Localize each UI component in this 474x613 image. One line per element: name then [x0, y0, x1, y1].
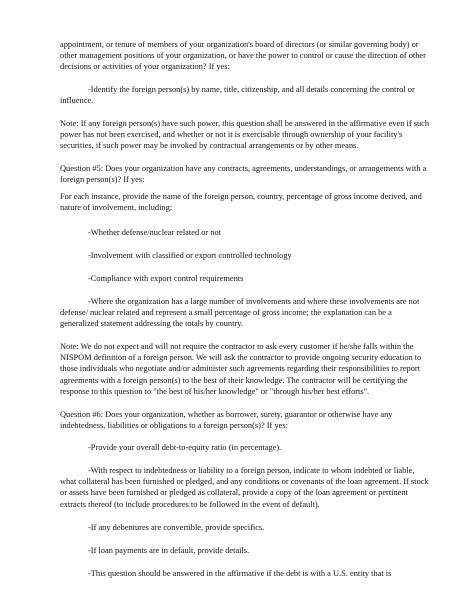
paragraph-question-5: Question #5: Does your organization have any contracts, agreements, understandings, or arrangements with a foreign person(s)? If yes: — [60, 164, 427, 185]
paragraph-identify-foreign-persons: -Identify the foreign person(s) by name, title, citizenship, and all details concerning the control or influence. — [60, 85, 415, 106]
paragraph-for-each-instance: For each instance, provide the name of the foreign person, country, percentage of gross income derived, and nature of involvement, including: — [60, 192, 422, 213]
list-item-loan-default: -If loan payments are in default, provide details. — [88, 546, 250, 555]
list-item-classified-technology: -Involvement with classified or export controlled technology — [88, 251, 292, 260]
paragraph-appointment-question-continued: appointment, or tenure of members of your organization's board of directors (or similar governing body) or other management positions of your organization, or have the power to control or cause the direction of other decisions or activities of your organization? If yes: — [60, 40, 426, 72]
paragraph-question-6: Question #6: Does your organization, whether as borrower, surety, guarantor or otherwise have any indebtedness, liabilities or obligations to a foreign person(s)? If yes: — [60, 410, 393, 431]
paragraph-large-number-involvements: -Where the organization has a large number of involvements and where these involvements are not defense/ nuclear related and represent a small percentage of gross income; the explanation can be a generalized statement addressing the totals by country. — [60, 297, 420, 329]
paragraph-note-power: Note: If any foreign person(s) have such power, this question shall be answered in the affirmative even if such power has not been exercised, and whether or not it is exercisable through ownership of your facility's securities, if such power may be invoked by contractual arrangements or by other means. — [60, 119, 430, 151]
list-item-debentures: -If any debentures are convertible, provide specifics. — [88, 523, 265, 532]
paragraph-note-nispom: Note: We do not expect and will not require the contractor to ask every customer if he/she falls within the NISPOM definition of a foreign person. We will ask the contractor to provide ongoing security education to those individuals who negotiate and/or administer such agreements regarding their responsibilities to report agreements with a foreign person(s) to the best of their knowledge. The contractor will be certifying the response to this question to "the best of his/her knowledge" or "through his/her best efforts". — [60, 342, 422, 396]
paragraph-indebtedness-liability: -With respect to indebtedness or liability to a foreign person, indicate to whom indebted or liable, what collateral has been furnished or pledged, and any conditions or covenants of the loan agreement. If stock or assets have been furnished or pledged as collateral, provide a copy of the loan agreement or pertinent extracts thereof (to include procedures to be followed in the event of default). — [60, 466, 429, 509]
list-item-export-control: -Compliance with export control requirements — [88, 274, 244, 283]
list-item-defense-nuclear: -Whether defense/nuclear related or not — [88, 228, 221, 237]
paragraph-us-entity-affirmative: -This question should be answered in the affirmative if the debt is with a U.S. entity that is — [88, 569, 392, 578]
list-item-debt-equity-ratio: -Provide your overall debt-to-equity ratio (in percentage). — [88, 443, 282, 452]
